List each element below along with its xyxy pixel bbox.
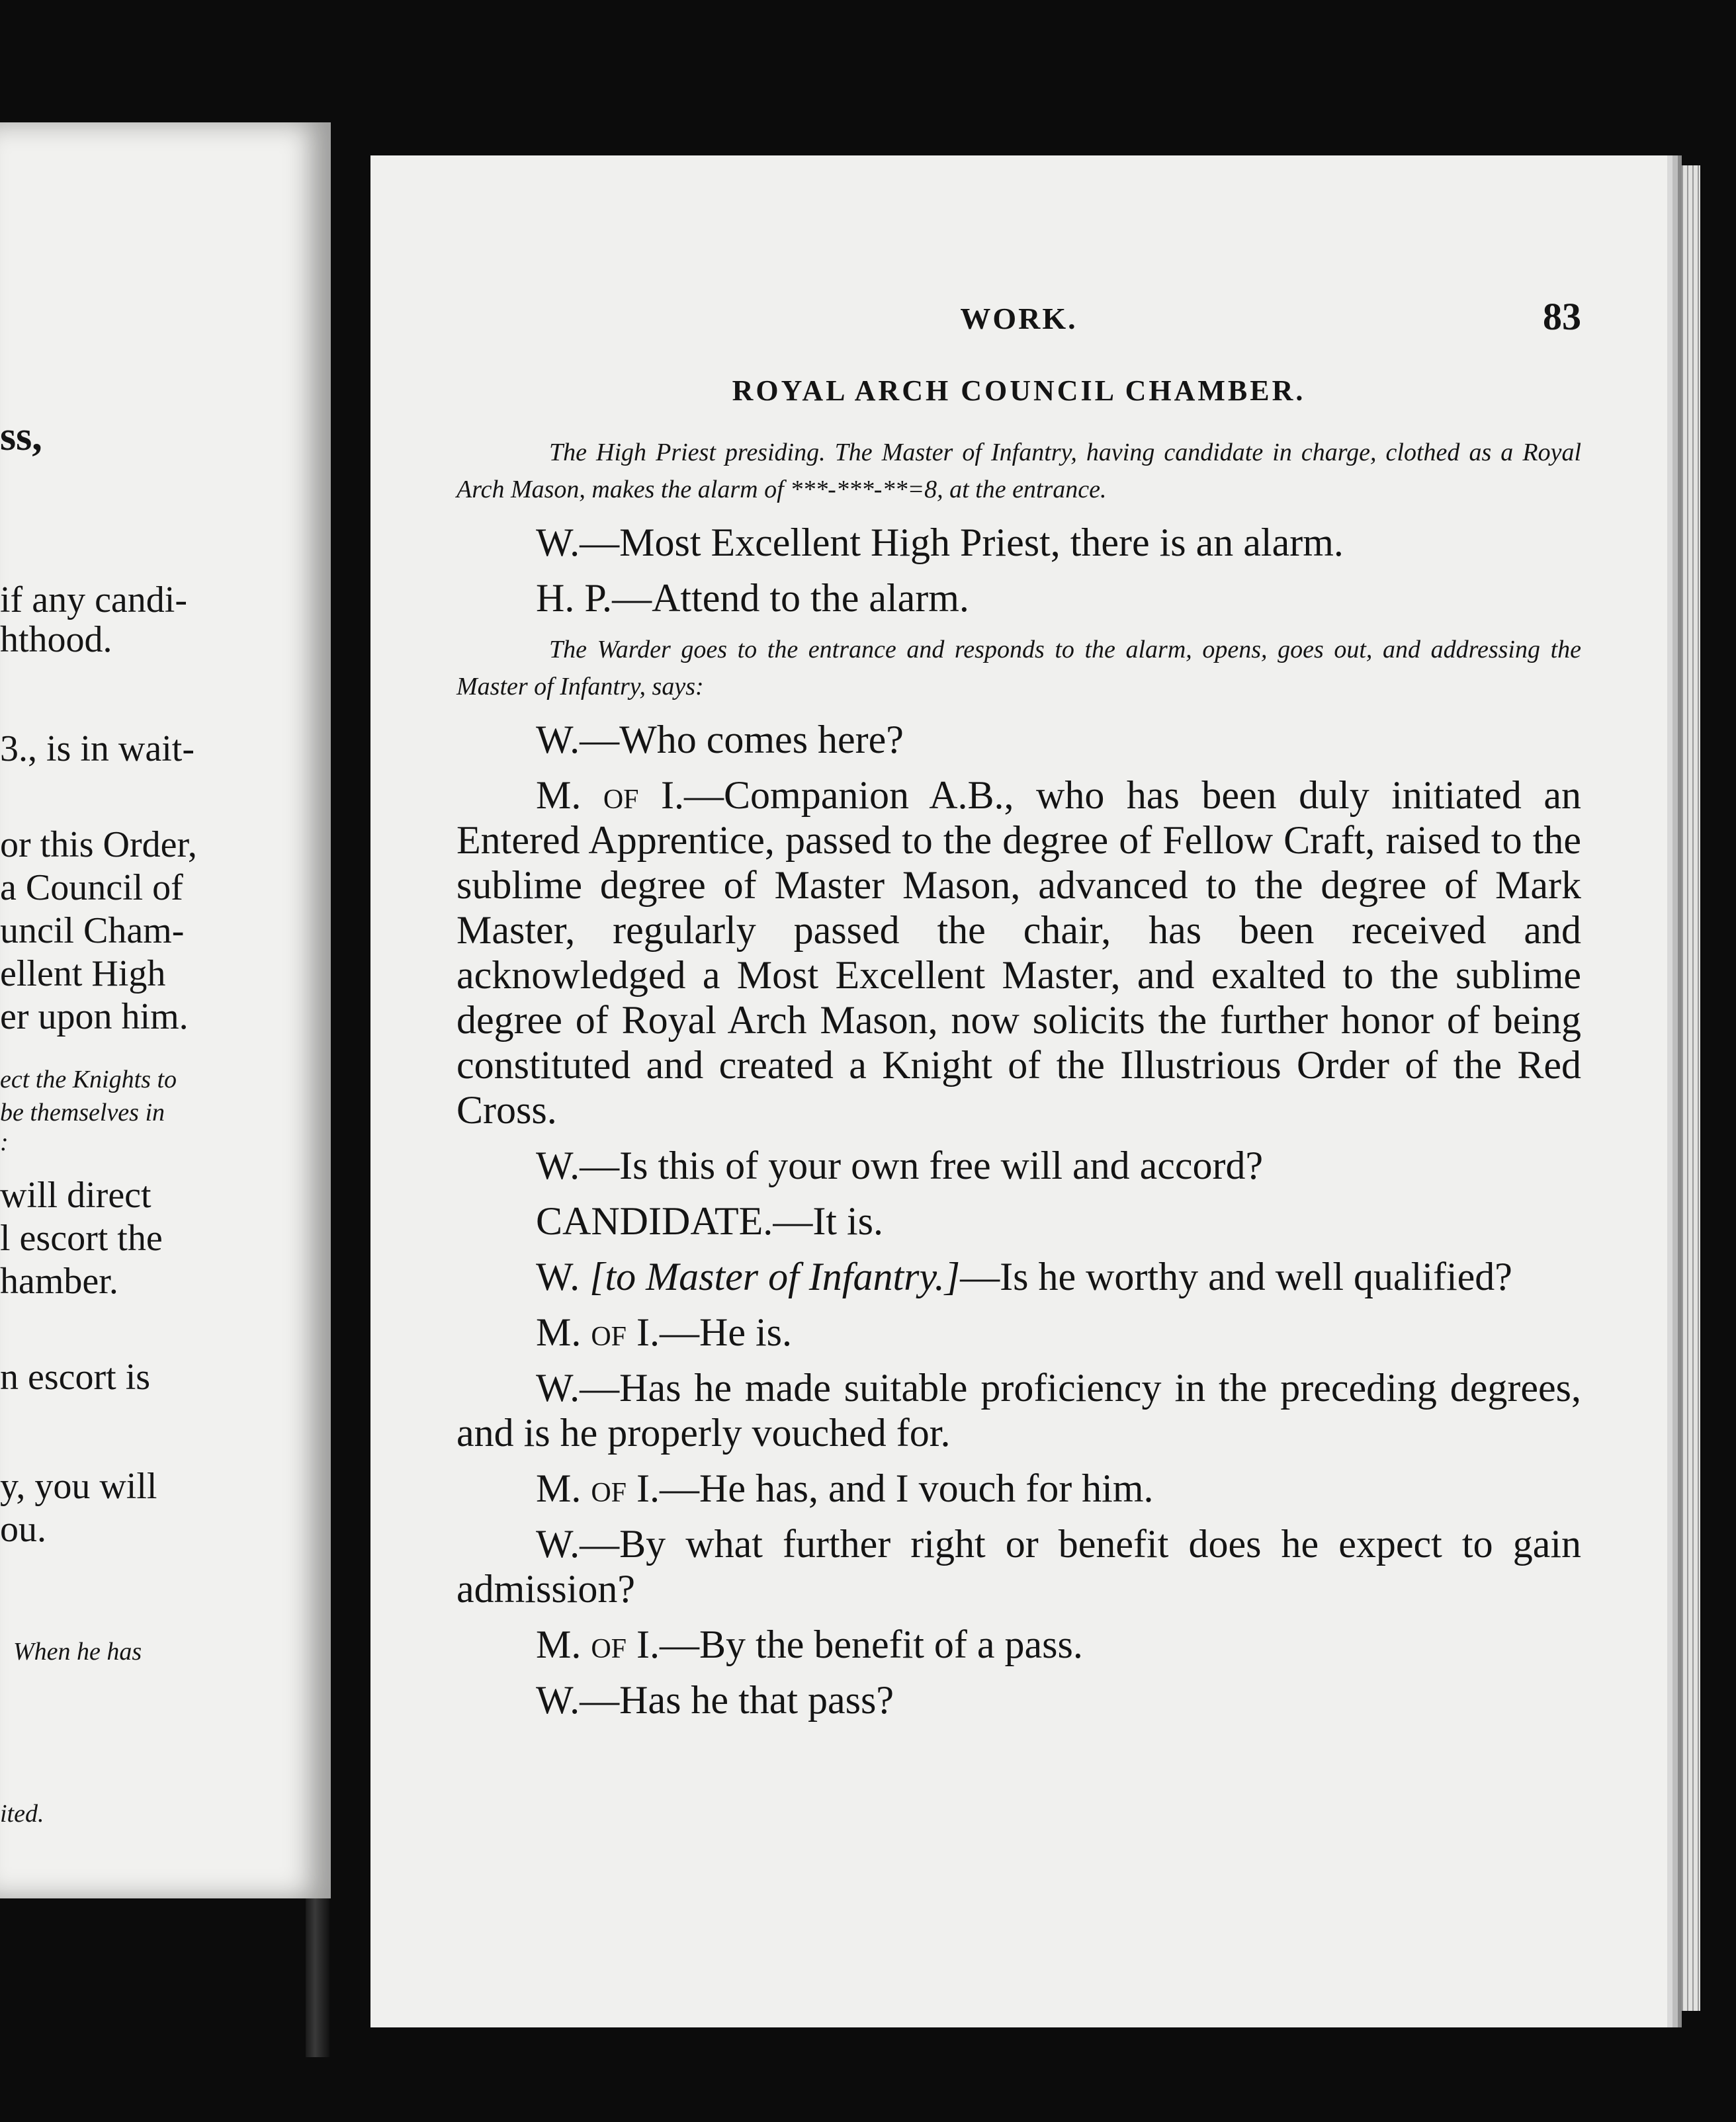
- speaker: H. P.: [536, 576, 613, 620]
- left-fragment: uncil Cham-: [0, 910, 185, 951]
- speaker: W.: [536, 1255, 580, 1298]
- speaker: W.: [536, 1678, 580, 1722]
- right-page: [370, 155, 1667, 2027]
- stage-direction: The High Priest presiding. The Master of Infantry, having candidate in charge, clothed as a Royal Arch Mason, makes the alarm of ***-***-**=8, at the entrance.: [456, 439, 1581, 503]
- running-title: WORK.: [960, 302, 1078, 335]
- stage-direction: The Warder goes to the entrance and responds to the alarm, opens, goes out, and addressing the Master of Infantry, says:: [456, 636, 1581, 700]
- page-edge: [1667, 165, 1700, 2011]
- line-text: —He is.: [660, 1310, 793, 1354]
- speaker: M. of I.: [536, 1623, 660, 1666]
- dialogue-line: [456, 1677, 1581, 1722]
- left-fragment: ect the Knights to: [0, 1066, 177, 1093]
- dialogue-line: [456, 1199, 1581, 1244]
- speaker: M. of I.: [536, 1310, 660, 1354]
- speaker: W.: [536, 1144, 580, 1187]
- line-text: —It is.: [773, 1199, 883, 1243]
- left-fragment: ou.: [0, 1509, 46, 1550]
- dialogue-line: [456, 1622, 1581, 1667]
- line-text: —He has, and I vouch for him.: [660, 1466, 1154, 1510]
- speaker: M. of I.: [536, 1466, 660, 1510]
- line-text: —Attend to the alarm.: [612, 576, 969, 620]
- line-text: —Is he worthy and well qualified?: [960, 1255, 1512, 1298]
- line-text: —Who comes here?: [580, 718, 904, 761]
- page-content: [456, 295, 1581, 1733]
- dialogue-line: [456, 1466, 1581, 1511]
- line-text: —Has he that pass?: [580, 1678, 894, 1722]
- line-text: —Has he made suitable proficiency in the preceding degrees, and is he properly vouched for.: [456, 1366, 1581, 1455]
- speaker: M. of I.: [536, 773, 685, 817]
- left-fragment: ellent High: [0, 953, 166, 994]
- dialogue-line: [456, 1365, 1581, 1455]
- speaker: W.: [536, 521, 580, 564]
- left-fragment: ited.: [0, 1800, 44, 1828]
- line-text: —Is this of your own free will and accord?: [580, 1144, 1264, 1187]
- speaker: W.: [536, 1366, 580, 1410]
- line-text: —Companion A.B., who has been duly initiated an Entered Apprentice, passed to the degree of Fellow Craft, raised to the sublime degree of Master Mason, advanced to the degree of Mark Master, regularly passed the chair, has been received and acknowledged a Most Excellent Master, and exalted to the sublime degree of Royal Arch Mason, now solicits the further honor of being constituted and created a Knight of the Illustrious Order of the Red Cross.: [456, 773, 1581, 1132]
- left-fragment: When he has: [13, 1638, 142, 1666]
- dialogue-line: [456, 1254, 1581, 1299]
- running-head: [456, 295, 1581, 354]
- left-fragment: be themselves in: [0, 1099, 165, 1126]
- line-text: —By the benefit of a pass.: [660, 1623, 1083, 1666]
- dialogue-line: [456, 575, 1581, 620]
- line-text: —By what further right or benefit does he expect to gain admission?: [456, 1522, 1581, 1611]
- left-page: [0, 122, 331, 1898]
- left-fragment: hamber.: [0, 1261, 118, 1302]
- dialogue-line: [456, 1310, 1581, 1355]
- speaker: W.: [536, 1522, 580, 1566]
- left-fragment: or this Order,: [0, 824, 197, 865]
- left-fragment: y, you will: [0, 1466, 157, 1507]
- dialogue-line: [456, 1521, 1581, 1611]
- speaker: W.: [536, 718, 580, 761]
- left-fragment: 3., is in wait-: [0, 728, 195, 769]
- speaker: CANDIDATE.: [536, 1199, 773, 1243]
- line-text: —Most Excellent High Priest, there is an alarm.: [580, 521, 1344, 564]
- page-number: 83: [1543, 295, 1581, 338]
- left-fragment: hthood.: [0, 619, 112, 660]
- left-fragment: ss,: [0, 414, 42, 459]
- dialogue-line: [456, 1143, 1581, 1188]
- dialogue-line: [456, 717, 1581, 762]
- left-fragment: :: [0, 1128, 9, 1156]
- left-fragment: er upon him.: [0, 996, 189, 1037]
- left-fragment: n escort is: [0, 1357, 151, 1398]
- dialogue-line: [456, 773, 1581, 1132]
- left-fragment: if any candi-: [0, 579, 187, 620]
- dialogue-line: [456, 520, 1581, 565]
- section-title: ROYAL ARCH COUNCIL CHAMBER.: [732, 374, 1306, 407]
- left-fragment: l escort the: [0, 1218, 163, 1259]
- left-fragment: will direct: [0, 1175, 152, 1216]
- stage-aside: [to Master of Infantry.]: [589, 1255, 961, 1298]
- left-fragment: a Council of: [0, 867, 183, 908]
